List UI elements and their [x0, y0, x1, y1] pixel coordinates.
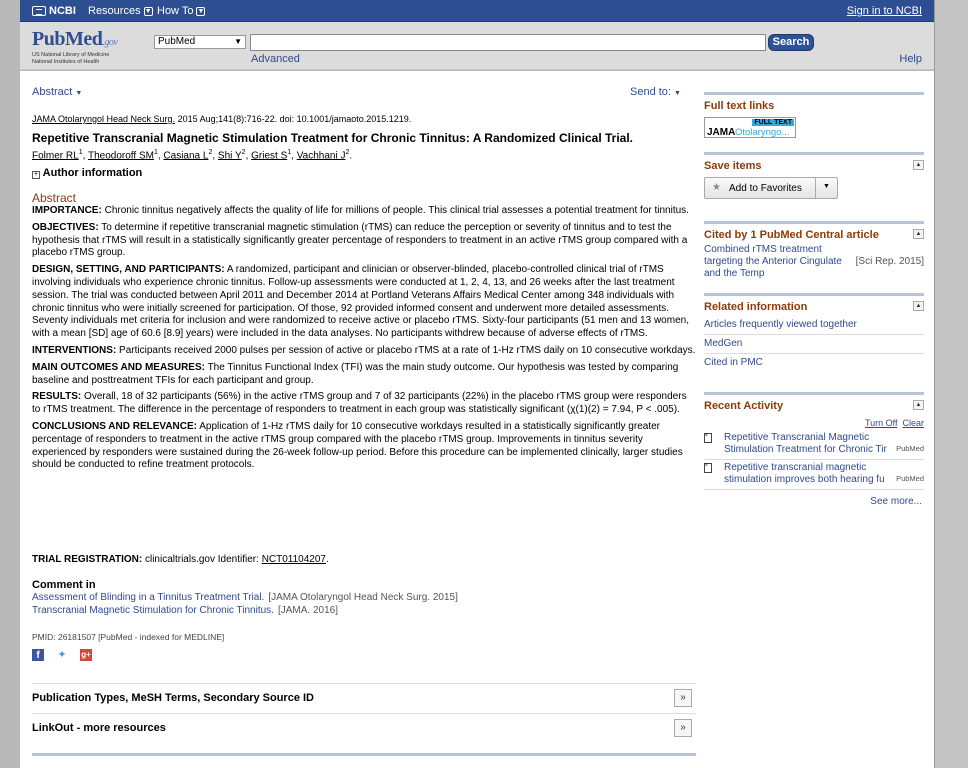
- star-icon: ★: [712, 182, 721, 193]
- abstract-section: [32, 362, 696, 388]
- recent-activity-heading: Recent Activity: [704, 400, 784, 412]
- footer-divider: [32, 753, 696, 756]
- full-text-heading: Full text links: [704, 100, 775, 112]
- comment-source: [JAMA Otolaryngol Head Neck Surg. 2015]: [268, 592, 458, 603]
- abstract-section: [32, 421, 696, 472]
- section-text: Participants received 2000 pulses per session of active or placebo rTMS at a rate of 1-Hz rTMS daily on 10 consecutive workdays.: [116, 344, 696, 356]
- collapse-icon[interactable]: ▲: [913, 229, 924, 239]
- abstract-body: [32, 205, 696, 472]
- chevron-down-icon: ▼: [197, 7, 205, 15]
- author-list: Folmer $RL^1$, Theodoroff $SM^1$, Casiana $L^2$, Shi $Y^2$, Griest $S^1$, Vachhani $J^2$.: [32, 149, 353, 162]
- comment-link[interactable]: Assessment of Blinding in a Tinnitus Treatment Trial.: [32, 592, 265, 603]
- recent-item[interactable]: [704, 460, 924, 490]
- comment-heading: Comment in: [32, 579, 96, 591]
- abstract-section: [32, 222, 696, 260]
- recent-list: [704, 430, 924, 490]
- howto-menu[interactable]: How To ▼: [157, 5, 205, 17]
- see-more-link[interactable]: See more...: [870, 496, 922, 507]
- chevron-down-icon: ▼: [674, 90, 681, 97]
- section-label: RESULTS:: [32, 391, 82, 403]
- section-label: OBJECTIVES:: [32, 221, 99, 233]
- affiliation-number: 1: [153, 149, 158, 156]
- related-link[interactable]: Articles frequently viewed together: [704, 319, 857, 330]
- abstract-section: [32, 345, 696, 358]
- pmid: PMID: 26181507 [PubMed - indexed for MEDLINE]: [32, 632, 225, 642]
- expand-plus-icon: +: [33, 171, 39, 178]
- section-label: INTERVENTIONS:: [32, 344, 117, 356]
- add-to-favorites-button[interactable]: ★ Add to Favorites ▼: [704, 177, 838, 199]
- recent-activity-panel: [704, 392, 924, 507]
- collapse-icon[interactable]: ▲: [913, 400, 924, 410]
- author-link[interactable]: Griest S: [251, 150, 288, 162]
- citation: JAMA Otolaryngol Head Neck Surg. 2015 Aug;141(8):716-22. doi: 10.1001/jamaoto.2015.1219.: [32, 114, 412, 124]
- section-text: To determine if repetitive transcranial magnetic stimulation (rTMS) can reduce the perception or severity of tinnitus and to test the hypothesis that rTMS will result in a statistically significantly greater percentage of responders to treatment in an active rTMS group compared with a placebo rTMS group.: [32, 221, 688, 259]
- send-to-dropdown[interactable]: Send to: ▼: [630, 86, 681, 98]
- expand-chevrons-icon[interactable]: »: [674, 719, 692, 737]
- related-list: [704, 316, 924, 372]
- cited-by-heading: Cited by 1 PubMed Central article: [704, 229, 879, 241]
- ncbi-logo[interactable]: NCBI: [32, 5, 76, 17]
- window-margin: [934, 0, 968, 768]
- section-label: MAIN OUTCOMES AND MEASURES:: [32, 361, 205, 373]
- recent-item-title[interactable]: Repetitive transcranial magnetic stimulation improves both hearing fu: [724, 462, 885, 485]
- comment-source: [JAMA. 2016]: [277, 604, 338, 616]
- collapse-icon[interactable]: ▲: [913, 301, 924, 311]
- chevron-down-icon: ▼: [75, 90, 83, 97]
- trial-registration: TRIAL REGISTRATION: clinicaltrials.gov Identifier: NCT01104207.: [32, 554, 329, 565]
- related-link[interactable]: MedGen: [704, 334, 924, 353]
- section-text: Application of 1-Hz rTMS daily for 10 consecutive workdays resulted in a statistically significantly greater percentage of responders to treatment in the active rTMS group compared with the placebo rTMS group. Improvements in tinnitus severity experienced by responders were sustained during the 26-week follow-up period. Before this procedure can be implemented clinically, larger studies should be conducted to refine treatment protocols.: [32, 420, 683, 471]
- section-text: Overall, 18 of 32 participants (56%) in the active rTMS group and 7 of 32 participants (22%) in the placebo rTMS group were responders to rTMS treatment. The difference in the percentage of responders to treatment in each group was statistically significant (χ(1)(2) = 7.94, P < .005).: [32, 391, 687, 416]
- full-text-links-panel: [704, 92, 924, 138]
- related-link[interactable]: Cited in PMC: [704, 353, 924, 372]
- author-link[interactable]: Vachhani J: [296, 150, 346, 162]
- pubmed-logo[interactable]: PubMed.gov US National Library of Medicine National Institutes of Health: [32, 28, 118, 65]
- recent-item-source: PubMed: [896, 444, 924, 453]
- article-title: Repetitive Transcranial Magnetic Stimulation Treatment for Chronic Tinnitus: A Randomized Clinical Trial.: [32, 131, 633, 145]
- save-items-heading: Save items: [704, 160, 762, 172]
- author-link[interactable]: Folmer RL: [32, 150, 79, 162]
- page-content: [20, 71, 934, 768]
- comment-link[interactable]: Transcranial Magnetic Stimulation for Chronic Tinnitus.: [32, 604, 274, 616]
- search-header: [20, 22, 934, 70]
- document-icon: ≡: [704, 433, 712, 443]
- database-select[interactable]: PubMed ▼: [154, 35, 246, 49]
- share-icons: [32, 649, 92, 661]
- help-link[interactable]: Help: [899, 53, 922, 65]
- author-link[interactable]: Shi Y: [217, 150, 242, 162]
- comment-item: [32, 605, 696, 618]
- document-icon: ≡: [704, 463, 712, 473]
- dropdown-arrow-icon: ▼: [234, 37, 242, 46]
- trial-id-link[interactable]: NCT01104207: [261, 554, 326, 565]
- search-input[interactable]: [250, 34, 766, 51]
- section-label: CONCLUSIONS AND RELEVANCE:: [32, 420, 198, 432]
- section-label: DESIGN, SETTING, AND PARTICIPANTS:: [32, 264, 225, 276]
- affiliation-number: 2: [241, 149, 246, 156]
- google-plus-icon[interactable]: g+: [81, 650, 91, 659]
- recent-item[interactable]: [704, 430, 924, 460]
- chevron-down-icon: ▼: [144, 7, 152, 15]
- section-text: Chronic tinnitus negatively affects the quality of life for millions of people. This clinical trial assesses a potential treatment for tinnitus.: [101, 205, 689, 216]
- comment-list: [32, 592, 696, 617]
- facebook-icon[interactable]: f: [32, 649, 44, 661]
- chevron-down-icon[interactable]: ▼: [823, 183, 830, 190]
- search-button[interactable]: Search: [768, 34, 814, 51]
- abstract-section: [32, 264, 696, 341]
- recent-item-source: PubMed: [896, 474, 924, 483]
- affiliation-number: 2: [345, 149, 350, 156]
- abstract-section: [32, 391, 696, 417]
- publication-types-section[interactable]: Publication Types, MeSH Terms, Secondary Source ID »: [32, 683, 696, 713]
- expand-chevrons-icon[interactable]: »: [674, 689, 692, 707]
- related-info-heading: Related information: [704, 301, 808, 313]
- collapse-icon[interactable]: ▲: [913, 160, 924, 170]
- sign-in-link[interactable]: Sign in to NCBI: [846, 5, 922, 17]
- save-items-panel: [704, 152, 924, 199]
- author-link[interactable]: Theodoroff SM: [87, 150, 154, 162]
- linkout-section[interactable]: LinkOut - more resources »: [32, 713, 696, 743]
- affiliation-number: 2: [208, 149, 213, 156]
- resources-menu[interactable]: Resources ▼: [88, 5, 152, 17]
- comment-item: [32, 592, 696, 605]
- related-info-panel: [704, 293, 924, 372]
- section-text: A randomized, participant and clinician or observer-blinded, placebo-controlled clinical trial of rTMS involving individuals who experience chronic tinnitus. Follow-up assessments were conducted at 1, 2, 4, 13, and 26 weeks after the last treatment session. The trial was conducted between April 2011 and December 2014 at Portland Veterans Affairs Medical Center among 348 individuals with chronic tinnitus who were initially screened for participation. Of those, 92 provided informed consent and underwent more detailed assessments. Seventy individuals met criteria for inclusion and were randomized to receive active or placebo rTMS. Sixty-four participants (51 men and 13 women, with a mean [SD] age of 60.6 [8.9] years) were included in the data analyses. No participants withdrew because of adverse effects of rTMS.: [32, 264, 689, 340]
- affiliation-number: 1: [287, 149, 292, 156]
- ncbi-logo-icon: [32, 6, 46, 16]
- cited-article[interactable]: Combined rTMS treatment targeting the Anterior Cingulate and the Temp [Sci Rep. 2015]: [704, 244, 924, 279]
- format-dropdown[interactable]: Abstract ▼: [32, 86, 83, 98]
- section-label: IMPORTANCE:: [32, 205, 102, 216]
- recent-item-title[interactable]: Repetitive Transcranial Magnetic Stimulation Treatment for Chronic Tir: [724, 432, 887, 455]
- advanced-search-link[interactable]: Advanced: [251, 53, 300, 65]
- author-info-toggle[interactable]: + Author information: [33, 167, 143, 179]
- clear-link[interactable]: Clear: [902, 418, 924, 428]
- jama-full-text-link[interactable]: FULL TEXT JAMA Otolaryngo...: [704, 117, 796, 138]
- cited-by-panel: [704, 221, 924, 279]
- journal-link[interactable]: JAMA Otolaryngol Head Neck Surg.: [32, 114, 176, 124]
- affiliation-number: 1: [78, 149, 83, 156]
- turn-off-link[interactable]: Turn Off: [864, 418, 898, 428]
- abstract-section: [32, 205, 696, 218]
- abstract-heading: Abstract: [32, 191, 77, 205]
- ncbi-top-bar: [20, 0, 934, 22]
- section-text: The Tinnitus Functional Index (TFI) was the main study outcome. Our hypothesis was tested by comparing baseline and posttreatment TFIs for each participant and group.: [32, 361, 679, 386]
- twitter-icon[interactable]: ✦: [57, 649, 67, 661]
- author-link[interactable]: Casiana L: [163, 150, 209, 162]
